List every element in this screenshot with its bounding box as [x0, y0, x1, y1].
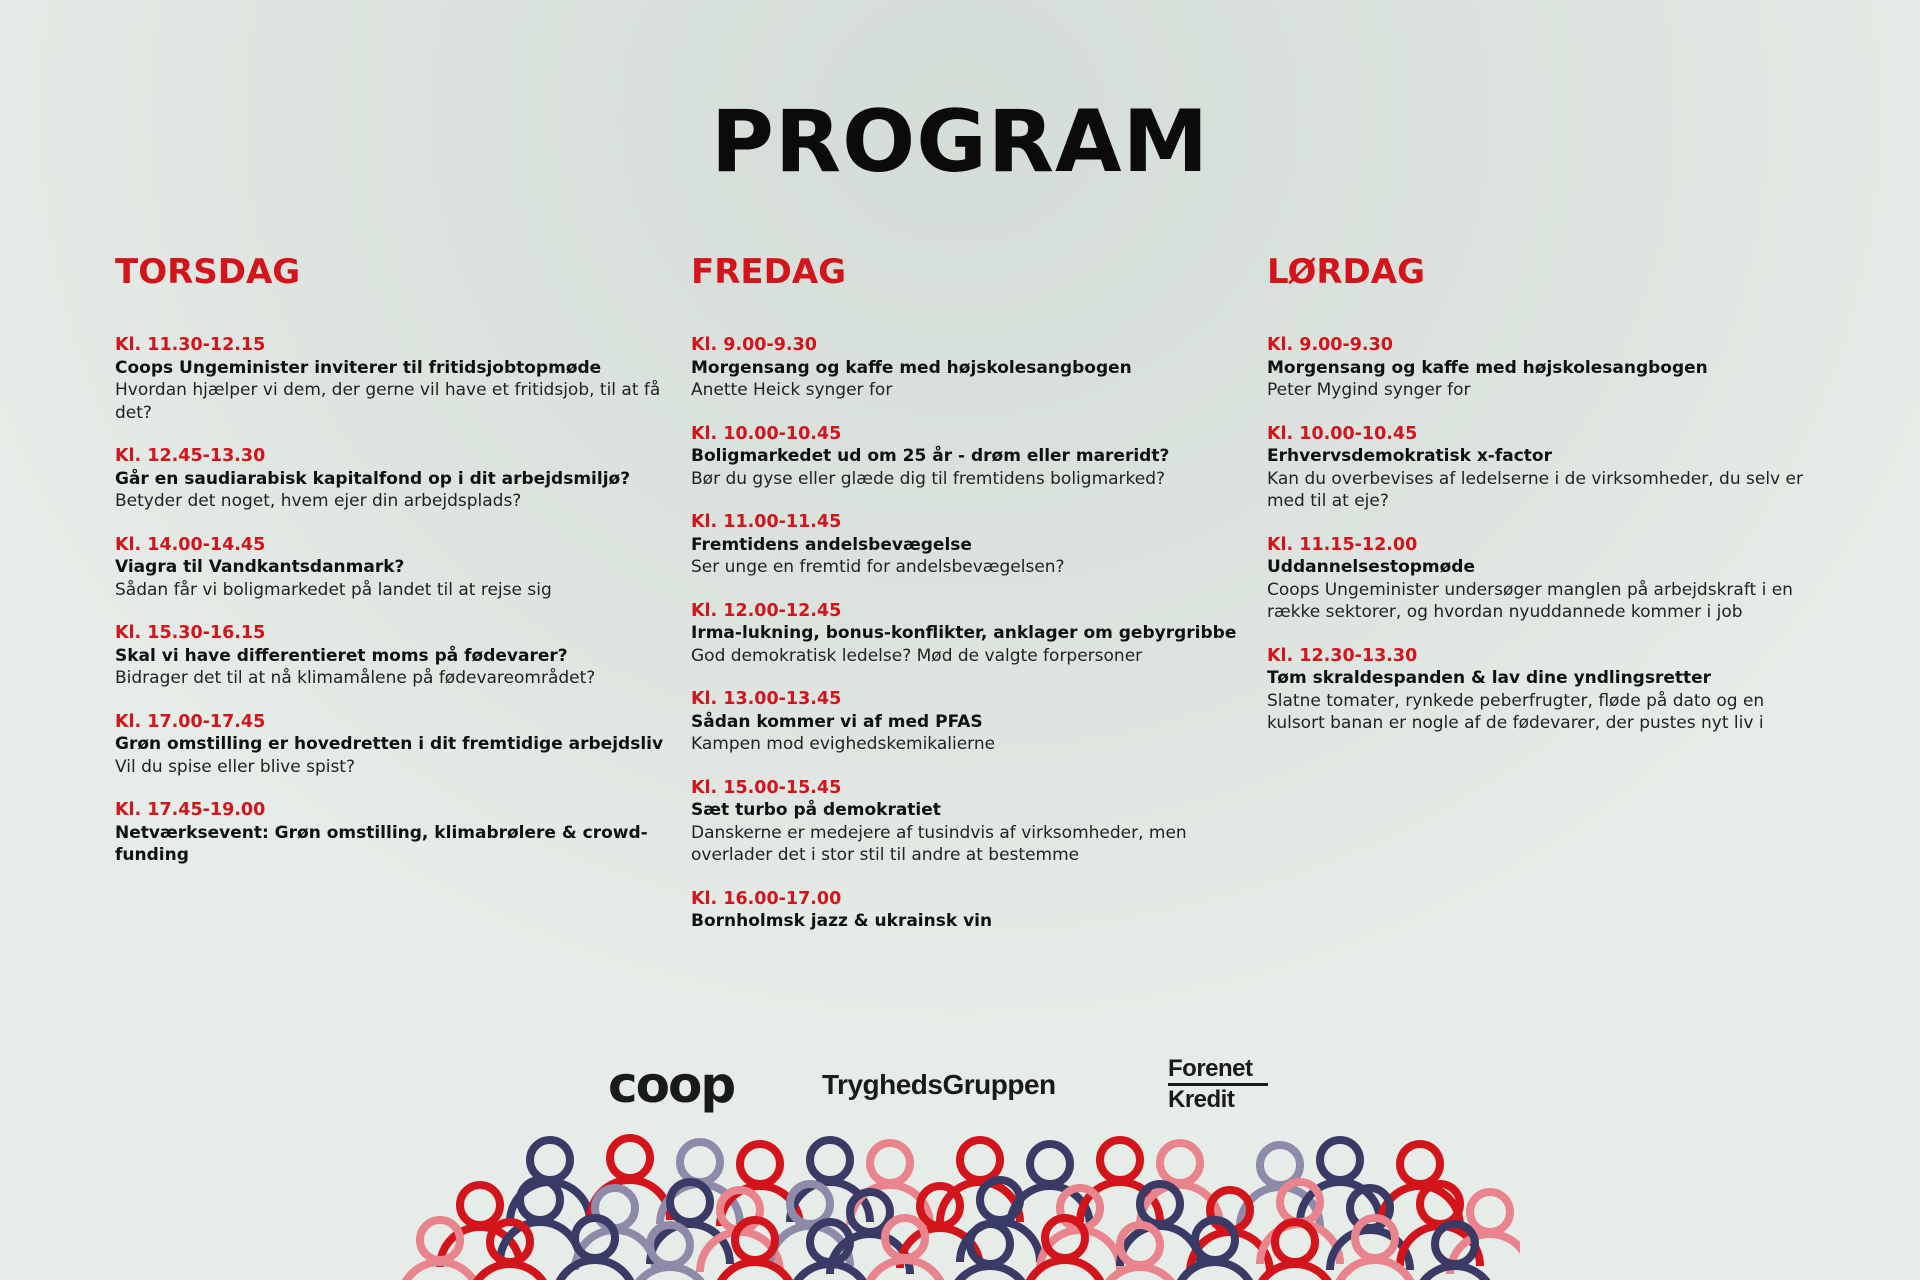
page-title: PROGRAM	[710, 92, 1210, 192]
crowd-person-head	[870, 1143, 910, 1183]
event-title: Skal vi have differentieret moms på fødevarer?	[115, 645, 568, 666]
event-time: Kl. 10.00-10.45	[1267, 423, 1418, 444]
event-title: Tøm skraldespanden & lav dine yndlingsretter	[1267, 668, 1712, 688]
event-time: Kl. 16.00-17.00	[691, 888, 842, 909]
event-description: Bør du gyse eller glæde dig til fremtidens boligmarked?	[691, 468, 1166, 489]
event-item	[691, 334, 1251, 402]
crowd-person-body	[1415, 1266, 1495, 1280]
crowd-person-head	[1470, 1192, 1510, 1232]
event-time: Kl. 17.45-19.00	[115, 800, 266, 820]
event-time: Kl. 11.15-12.00	[1267, 534, 1418, 555]
tryghedsgruppen-logo: TryghedsGruppen	[822, 1069, 1056, 1100]
day-heading: TORSDAG	[115, 252, 301, 292]
day-column-torsdag	[115, 250, 675, 888]
crowd-person-head	[460, 1185, 500, 1225]
crowd-person-head	[1100, 1140, 1140, 1180]
event-time: Kl. 15.00-15.45	[691, 777, 842, 798]
crowd-person-head	[810, 1140, 850, 1180]
event-title: Irma-lukning, bonus-konflikter, anklager om gebyrgribbe	[691, 623, 1237, 643]
event-time: Kl. 17.00-17.45	[115, 711, 266, 732]
event-title: Sådan kommer vi af med PFAS	[691, 711, 983, 732]
crowd-person	[590, 1138, 670, 1220]
crowd-illustration	[400, 1130, 1520, 1280]
event-description: Betyder det noget, hvem ejer din arbejdsplads?	[115, 491, 522, 511]
event-title: Fremtidens andelsbevægelse	[691, 534, 972, 555]
event-description: Peter Mygind synger for	[1267, 380, 1471, 400]
event-item	[691, 888, 1251, 933]
day-heading: FREDAG	[691, 252, 847, 292]
event-title: Morgensang og kaffe med højskolesangbogen	[1267, 357, 1708, 378]
event-item	[115, 799, 675, 867]
event-title: Morgensang og kaffe med højskolesangbogen	[691, 357, 1132, 378]
event-title: Uddannelsestopmøde	[1267, 557, 1476, 577]
event-item	[115, 445, 675, 513]
event-description: Vil du spise eller blive spist?	[115, 756, 356, 777]
event-time: Kl. 15.30-16.15	[115, 623, 266, 643]
event-item	[691, 423, 1251, 491]
event-description: God demokratisk ledelse? Mød de valgte forpersoner	[691, 645, 1143, 666]
crowd-person-head	[530, 1140, 570, 1180]
day-column-lordag	[1267, 250, 1807, 756]
event-title: Erhvervsdemokratisk x-factor	[1267, 446, 1552, 466]
event-title: Boligmarkedet ud om 25 år - drøm eller mareridt?	[691, 446, 1170, 466]
event-description: Coops Ungeminister undersøger manglen på arbejdskraft i en række sektorer, og hvordan nyuddannede kommer i job	[1267, 579, 1793, 622]
event-item	[115, 711, 675, 779]
event-time: Kl. 9.00-9.30	[1267, 335, 1393, 355]
event-time: Kl. 9.00-9.30	[691, 335, 817, 355]
crowd-person-body	[555, 1260, 635, 1280]
day-heading: LØRDAG	[1267, 252, 1425, 292]
crowd-person-body	[950, 1266, 1030, 1280]
event-item	[1267, 645, 1807, 735]
forenet-kredit-logo-line1: Forenet	[1168, 1055, 1268, 1086]
event-description: Danskerne er medejere af tusindvis af virksomheder, men overlader det i stor stil til andre at bestemme	[691, 822, 1187, 865]
forenet-kredit-logo	[1168, 1055, 1268, 1114]
event-description: Slatne tomater, rynkede peberfrugter, fløde på dato og en kulsort banan er nogle af de fødevarer, der pustes nyt liv i	[1267, 690, 1765, 733]
event-item	[1267, 423, 1807, 513]
event-item	[115, 334, 675, 424]
coop-logo: coop	[608, 1056, 735, 1114]
crowd-person-head	[610, 1138, 650, 1178]
event-item	[1267, 334, 1807, 402]
event-item	[691, 600, 1251, 668]
event-time: Kl. 12.00-12.45	[691, 600, 842, 621]
day-column-fredag	[691, 250, 1251, 954]
event-item	[1267, 534, 1807, 624]
crowd-person	[1080, 1140, 1160, 1222]
event-title: Går en saudiarabisk kapitalfond op i dit arbejdsmiljø?	[115, 468, 631, 489]
crowd-person-head	[1160, 1143, 1200, 1183]
crowd-person-head	[740, 1144, 780, 1184]
event-title: Bornholmsk jazz & ukrainsk vin	[691, 911, 993, 931]
event-title: Sæt turbo på demokratiet	[691, 800, 941, 820]
event-title: Viagra til Vandkantsdanmark?	[115, 557, 405, 577]
crowd-person-body	[1100, 1267, 1180, 1280]
crowd-person-body	[400, 1262, 480, 1280]
sponsor-logos	[0, 1055, 1920, 1125]
event-item	[691, 777, 1251, 867]
forenet-kredit-logo-line2: Kredit	[1168, 1086, 1235, 1113]
event-item	[691, 688, 1251, 756]
event-title: Netværksevent: Grøn omstilling, klimabrølere & crowd-funding	[115, 822, 648, 865]
event-title: Coops Ungeminister inviterer til fritidsjobtopmøde	[115, 357, 602, 378]
event-time: Kl. 10.00-10.45	[691, 423, 842, 444]
event-item	[115, 622, 675, 690]
event-time: Kl. 11.30-12.15	[115, 335, 266, 355]
crowd-person-head	[1030, 1144, 1070, 1184]
event-time: Kl. 12.30-13.30	[1267, 645, 1418, 666]
event-time: Kl. 14.00-14.45	[115, 534, 266, 555]
event-time: Kl. 13.00-13.45	[691, 689, 842, 709]
crowd-person-head	[680, 1142, 720, 1182]
crowd-person-head	[960, 1140, 1000, 1180]
event-description: Kan du overbevises af ledelserne i de virksomheder, du selv er med til at eje?	[1267, 468, 1803, 511]
crowd-person-body	[865, 1260, 945, 1280]
event-description: Sådan får vi boligmarkedet på landet til at rejse sig	[115, 579, 552, 600]
crowd-person-body	[470, 1264, 550, 1280]
event-description: Ser unge en fremtid for andelsbevægelsen?	[691, 557, 1065, 577]
event-item	[691, 511, 1251, 579]
event-description: Bidrager det til at nå klimamålene på fødevareområdet?	[115, 668, 596, 688]
event-description: Hvordan hjælper vi dem, der gerne vil have et fritidsjob, til at få det?	[115, 380, 661, 423]
event-time: Kl. 11.00-11.45	[691, 512, 842, 532]
event-item	[115, 534, 675, 602]
event-description: Kampen mod evighedskemikalierne	[691, 734, 996, 754]
crowd-person-head	[1320, 1140, 1360, 1180]
event-title: Grøn omstilling er hovedretten i dit fremtidige arbejdsliv	[115, 734, 664, 754]
event-description: Anette Heick synger for	[691, 380, 893, 400]
event-time: Kl. 12.45-13.30	[115, 446, 266, 466]
crowd-person-head	[1400, 1144, 1440, 1184]
